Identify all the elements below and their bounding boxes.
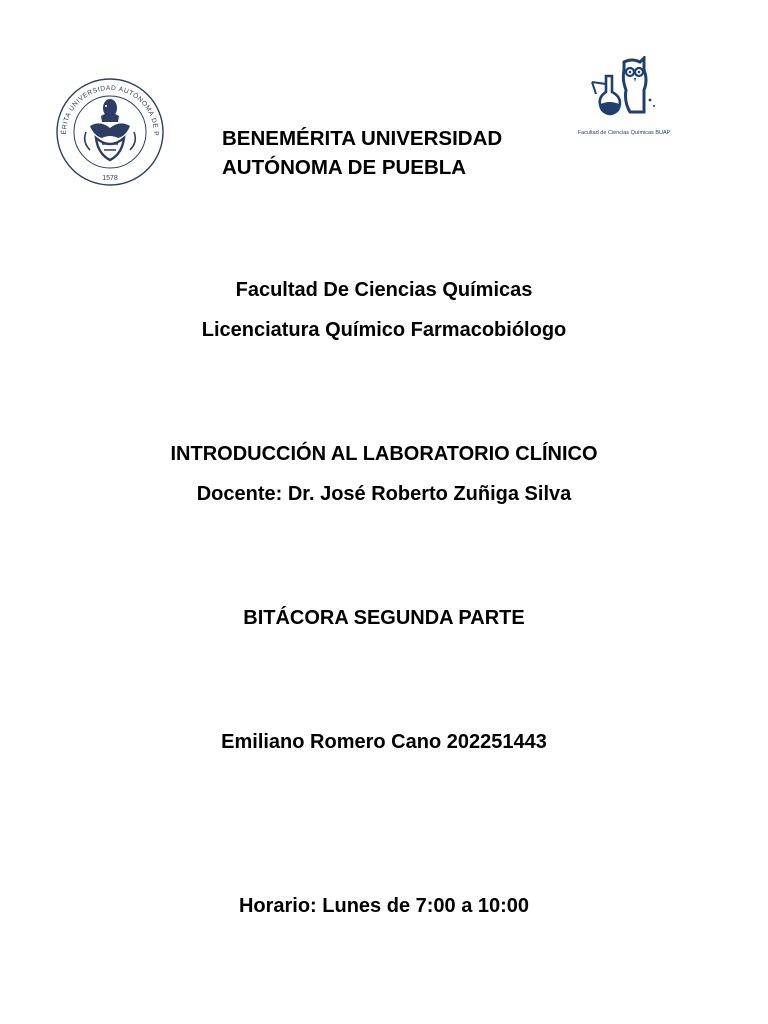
faculty-logo-caption: Facultad de Ciencias Químicas BUAP: [577, 130, 671, 136]
schedule-line: Horario: Lunes de 7:00 a 10:00: [238, 895, 530, 917]
program-name: Licenciatura Químico Farmacobiólogo: [201, 319, 567, 341]
university-name-line1: BENEMÉRITA UNIVERSIDAD: [222, 127, 503, 150]
university-name: [222, 124, 502, 182]
course-name: INTRODUCCIÓN AL LABORATORIO CLÍNICO: [170, 443, 598, 465]
svg-text:1578: 1578: [102, 175, 118, 182]
faculty-logo: [572, 56, 676, 144]
teacher-name: Docente: Dr. José Roberto Zuñiga Silva: [196, 483, 572, 505]
university-seal-logo: [52, 76, 168, 186]
student-line: Emiliano Romero Cano 202251443: [221, 731, 547, 753]
svg-text:BENEMÉRITA UNIVERSIDAD AUTÓNOM: ÉRITA UNIVERSIDAD AUTÓNOMA DE P: [60, 84, 160, 137]
document-title: BITÁCORA SEGUNDA PARTE: [243, 607, 525, 629]
university-name-line2: AUTÓNOMA DE PUEBLA: [222, 156, 467, 179]
faculty-name: Facultad De Ciencias Químicas: [235, 279, 533, 301]
